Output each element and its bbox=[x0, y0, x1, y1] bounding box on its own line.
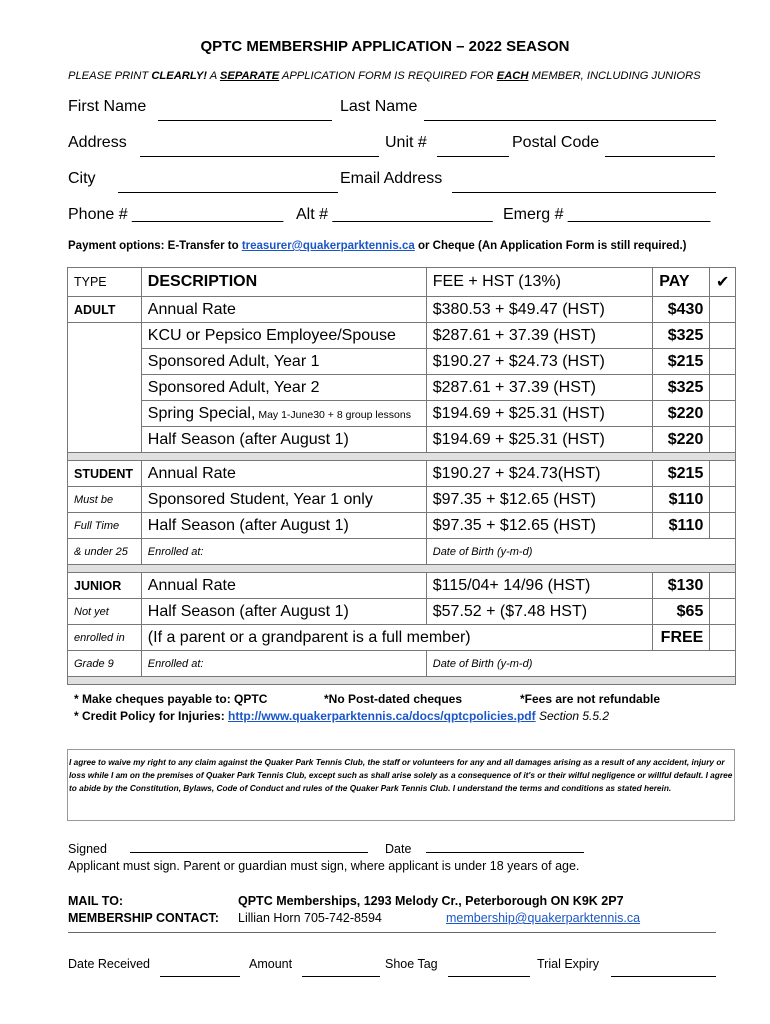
policy-link[interactable]: http://www.quakerparktennis.ca/docs/qptcpolicies.pdf bbox=[228, 709, 536, 723]
student-note: Must be bbox=[68, 487, 142, 513]
adult-pay: $220 bbox=[653, 427, 710, 453]
first-name-field[interactable] bbox=[158, 120, 332, 121]
adult-desc: Spring Special, May 1-June30 + 8 group lessons bbox=[141, 401, 426, 427]
student-desc: Sponsored Student, Year 1 only bbox=[141, 487, 426, 513]
student-fee: $97.35 + $12.65 (HST) bbox=[426, 487, 653, 513]
junior-check-box[interactable] bbox=[710, 599, 736, 625]
adult-desc: Sponsored Adult, Year 2 bbox=[141, 375, 426, 401]
signed-label: Signed bbox=[68, 842, 107, 856]
sign-note: Applicant must sign. Parent or guardian must sign, where applicant is under 18 years of age. bbox=[68, 859, 580, 873]
junior-fee: $57.52 + ($7.48 HST) bbox=[426, 599, 653, 625]
junior-fee: $115/04+ 14/96 (HST) bbox=[426, 573, 653, 599]
mail-to-label: MAIL TO: bbox=[68, 894, 124, 908]
first-name-label: First Name bbox=[68, 98, 147, 115]
emergency-phone-field[interactable]: Emerg # ________________ bbox=[503, 206, 711, 223]
student-desc: Half Season (after August 1) bbox=[141, 513, 426, 539]
student-check-box[interactable] bbox=[710, 487, 736, 513]
divider bbox=[68, 932, 716, 933]
trial-expiry-field[interactable] bbox=[611, 976, 716, 977]
junior-parent-desc: (If a parent or a grandparent is a full member) bbox=[141, 625, 652, 651]
junior-check-box[interactable] bbox=[710, 573, 736, 599]
email-label: Email Address bbox=[340, 170, 443, 187]
last-name-label: Last Name bbox=[340, 98, 418, 115]
adult-fee: $194.69 + $25.31 (HST) bbox=[426, 427, 653, 453]
adult-check-box[interactable] bbox=[710, 349, 736, 375]
adult-fee: $380.53 + $49.47 (HST) bbox=[426, 297, 653, 323]
adult-type-cell bbox=[68, 427, 142, 453]
student-note: & under 25 bbox=[68, 539, 142, 565]
check-header-icon: ✔ bbox=[710, 268, 736, 297]
address-field[interactable] bbox=[140, 156, 379, 157]
print-instructions: PLEASE PRINT CLEARLY! A SEPARATE APPLICATION FORM IS REQUIRED FOR EACH MEMBER, INCLUDING JUNIORS bbox=[68, 70, 701, 82]
alt-phone-field[interactable]: Alt # __________________ bbox=[296, 206, 493, 223]
adult-type-cell bbox=[68, 323, 142, 349]
adult-type-cell bbox=[68, 375, 142, 401]
adult-check-box[interactable] bbox=[710, 401, 736, 427]
city-label: City bbox=[68, 170, 96, 187]
payment-options: Payment options: E-Transfer to treasurer@quakerparktennis.ca or Cheque (An Application Form is still required.) bbox=[68, 240, 687, 252]
trial-expiry-label: Trial Expiry bbox=[537, 957, 600, 971]
adult-desc: Annual Rate bbox=[141, 297, 426, 323]
unit-label: Unit # bbox=[385, 134, 427, 151]
postal-code-field[interactable] bbox=[605, 156, 715, 157]
junior-dob-field[interactable]: Date of Birth (y-m-d) bbox=[426, 651, 735, 677]
junior-desc: Annual Rate bbox=[141, 573, 426, 599]
email-field[interactable] bbox=[452, 192, 716, 193]
shoe-tag-field[interactable] bbox=[448, 976, 530, 977]
date-field[interactable] bbox=[426, 852, 584, 853]
junior-note: enrolled in bbox=[68, 625, 142, 651]
student-pay: $215 bbox=[653, 461, 710, 487]
form-title: QPTC MEMBERSHIP APPLICATION – 2022 SEASON bbox=[200, 38, 570, 55]
adult-pay: $325 bbox=[653, 323, 710, 349]
waiver-text: I agree to waive my right to any claim against the Quaker Park Tennis Club, the staff or volunteers for any and all damages arising as a result of any accident, injury or loss while I am on the premises of Quaker Park Tennis Club, except such as shall arise solely as a consequence of it's or their wilful negligence or willful default. I agree to abide by the Constitution, Bylaws, Code of Conduct and rules of the Quaker Park Tennis Club. I understand the terms and conditions as stated herein. bbox=[67, 749, 735, 821]
junior-check-box[interactable] bbox=[710, 625, 736, 651]
cheque-payable-note: * Make cheques payable to: QPTC bbox=[74, 692, 268, 706]
description-header: DESCRIPTION bbox=[141, 268, 426, 297]
last-name-field[interactable] bbox=[424, 120, 716, 121]
adult-fee: $194.69 + $25.31 (HST) bbox=[426, 401, 653, 427]
type-header: TYPE bbox=[68, 268, 142, 297]
student-check-box[interactable] bbox=[710, 513, 736, 539]
adult-check-box[interactable] bbox=[710, 297, 736, 323]
section-divider bbox=[68, 565, 736, 573]
adult-desc: Half Season (after August 1) bbox=[141, 427, 426, 453]
postal-code-label: Postal Code bbox=[512, 134, 600, 151]
student-note: Full Time bbox=[68, 513, 142, 539]
student-pay: $110 bbox=[653, 487, 710, 513]
treasurer-email-link[interactable]: treasurer@quakerparktennis.ca bbox=[241, 240, 415, 252]
refund-note: *Fees are not refundable bbox=[520, 692, 661, 706]
junior-enrolled-field[interactable]: Enrolled at: bbox=[141, 651, 426, 677]
adult-fee: $190.27 + $24.73 (HST) bbox=[426, 349, 653, 375]
unit-field[interactable] bbox=[437, 156, 509, 157]
adult-type-cell bbox=[68, 349, 142, 375]
adult-type-label: ADULT bbox=[68, 297, 142, 323]
adult-check-box[interactable] bbox=[710, 375, 736, 401]
student-check-box[interactable] bbox=[710, 461, 736, 487]
pay-header: PAY bbox=[653, 268, 710, 297]
junior-desc: Half Season (after August 1) bbox=[141, 599, 426, 625]
adult-desc: Sponsored Adult, Year 1 bbox=[141, 349, 426, 375]
adult-pay: $215 bbox=[653, 349, 710, 375]
phone-field[interactable]: Phone # _________________ bbox=[68, 206, 284, 223]
junior-pay: $65 bbox=[653, 599, 710, 625]
membership-contact: Lillian Horn 705-742-8594 bbox=[238, 911, 382, 925]
student-desc: Annual Rate bbox=[141, 461, 426, 487]
adult-pay: $430 bbox=[653, 297, 710, 323]
junior-pay: $130 bbox=[653, 573, 710, 599]
adult-desc: KCU or Pepsico Employee/Spouse bbox=[141, 323, 426, 349]
adult-pay: $220 bbox=[653, 401, 710, 427]
shoe-tag-label: Shoe Tag bbox=[385, 957, 438, 971]
fee-table bbox=[67, 267, 736, 685]
adult-fee: $287.61 + 37.39 (HST) bbox=[426, 375, 653, 401]
date-received-field[interactable] bbox=[160, 976, 240, 977]
membership-contact-label: MEMBERSHIP CONTACT: bbox=[68, 911, 219, 925]
junior-note: Not yet bbox=[68, 599, 142, 625]
adult-type-cell bbox=[68, 401, 142, 427]
mail-address: QPTC Memberships, 1293 Melody Cr., Peterborough ON K9K 2P7 bbox=[238, 894, 624, 908]
adult-fee: $287.61 + 37.39 (HST) bbox=[426, 323, 653, 349]
student-pay: $110 bbox=[653, 513, 710, 539]
junior-type-label: JUNIOR bbox=[68, 573, 142, 599]
student-fee: $190.27 + $24.73(HST) bbox=[426, 461, 653, 487]
section-divider bbox=[68, 453, 736, 461]
student-enrolled-field[interactable]: Enrolled at: bbox=[141, 539, 426, 565]
membership-email-link[interactable]: membership@quakerparktennis.ca bbox=[446, 911, 641, 925]
fee-header: FEE + HST (13%) bbox=[426, 268, 653, 297]
student-type-label: STUDENT bbox=[68, 461, 142, 487]
amount-field[interactable] bbox=[302, 976, 380, 977]
student-dob-field[interactable]: Date of Birth (y-m-d) bbox=[426, 539, 735, 565]
junior-note: Grade 9 bbox=[68, 651, 142, 677]
date-received-label: Date Received bbox=[68, 957, 150, 971]
city-field[interactable] bbox=[118, 192, 338, 193]
credit-policy-note: * Credit Policy for Injuries: http://www.quakerparktennis.ca/docs/qptcpolicies.pdf Section 5.5.2 bbox=[74, 709, 610, 723]
amount-label: Amount bbox=[249, 957, 293, 971]
postdated-note: *No Post-dated cheques bbox=[324, 692, 463, 706]
adult-check-box[interactable] bbox=[710, 323, 736, 349]
signature-field[interactable] bbox=[130, 852, 368, 853]
adult-check-box[interactable] bbox=[710, 427, 736, 453]
date-label: Date bbox=[385, 842, 412, 856]
adult-pay: $325 bbox=[653, 375, 710, 401]
address-label: Address bbox=[68, 134, 127, 151]
junior-free: FREE bbox=[653, 625, 710, 651]
section-divider bbox=[68, 677, 736, 685]
student-fee: $97.35 + $12.65 (HST) bbox=[426, 513, 653, 539]
